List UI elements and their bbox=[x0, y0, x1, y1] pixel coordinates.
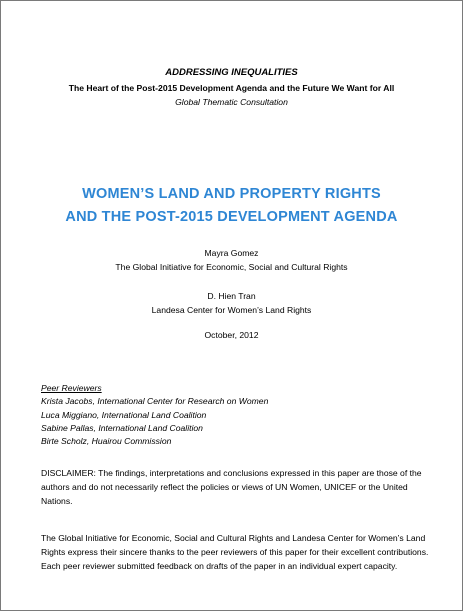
author-affiliation: The Global Initiative for Economic, Social and Cultural Rights bbox=[115, 262, 348, 272]
reviewer-item: Birte Scholz, Huairou Commission bbox=[41, 436, 172, 447]
document-title bbox=[1, 183, 462, 229]
title-line-2: AND THE POST-2015 DEVELOPMENT AGENDA bbox=[65, 209, 398, 225]
series-title: ADDRESSING INEQUALITIES bbox=[165, 67, 298, 78]
author-block bbox=[1, 289, 462, 317]
reviewer-item: Sabine Pallas, International Land Coalition bbox=[41, 422, 203, 433]
author-affiliation: Landesa Center for Women’s Land Rights bbox=[151, 305, 312, 315]
reviewer-item: Luca Miggiano, International Land Coalition bbox=[41, 409, 207, 420]
reviewer-item: Krista Jacobs, International Center for Research on Women bbox=[41, 396, 269, 407]
author-name: Mayra Gomez bbox=[204, 248, 259, 258]
peer-reviewers-heading: Peer Reviewers bbox=[41, 383, 102, 393]
peer-reviewers bbox=[41, 382, 268, 448]
author-name: D. Hien Tran bbox=[207, 291, 256, 301]
disclaimer-paragraph: DISCLAIMER: The findings, interpretations and conclusions expressed in this paper are those of the authors and do not necessarily reflect the policies or views of UN Women, UNICEF or the United Nations. bbox=[41, 468, 422, 506]
title-line-1: WOMEN’S LAND AND PROPERTY RIGHTS bbox=[82, 186, 381, 202]
publication-date: October, 2012 bbox=[204, 330, 259, 340]
acknowledgement-paragraph: The Global Initiative for Economic, Social and Cultural Rights and Landesa Center for Women’s Land Rights express their sincere thanks to the peer reviewers of this paper for their excellent contributions. Each peer reviewer submitted feedback on drafts of the paper in an individual expert capacity. bbox=[41, 533, 429, 571]
author-block bbox=[1, 246, 462, 274]
series-subtitle: The Heart of the Post-2015 Development Agenda and the Future We Want for All bbox=[68, 83, 395, 93]
consultation-label: Global Thematic Consultation bbox=[175, 97, 288, 107]
